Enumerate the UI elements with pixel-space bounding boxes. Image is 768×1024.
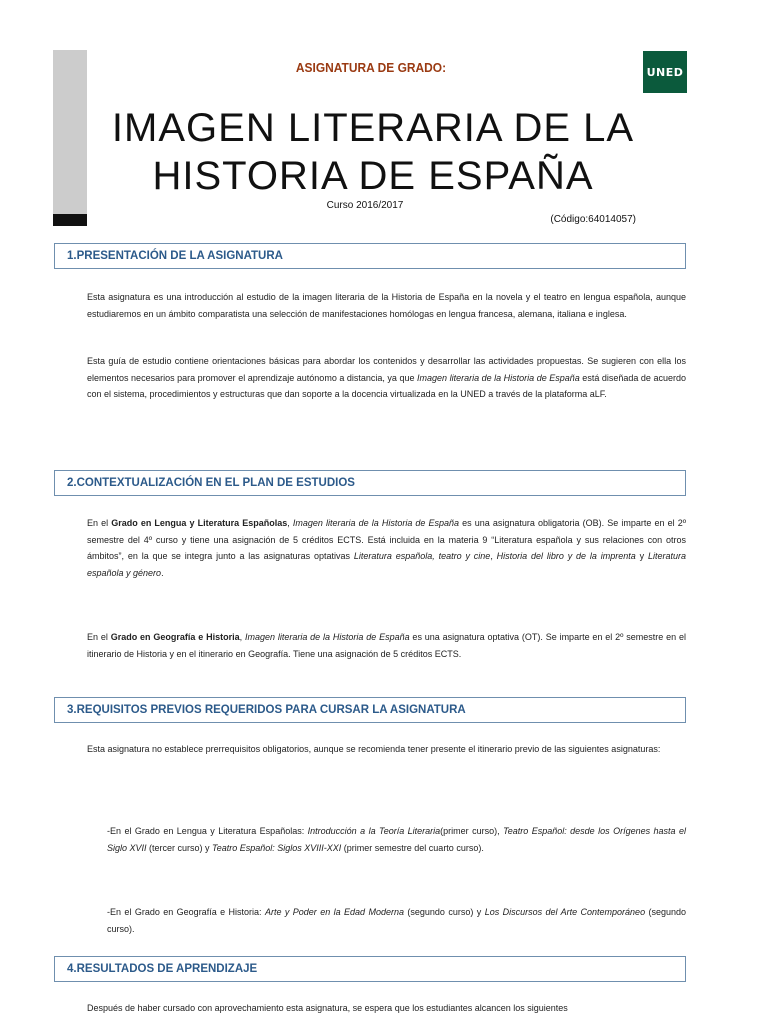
text-run: y xyxy=(635,551,648,561)
italic-title: Teatro Español: desde los Orígenes hasta el Siglo XVII xyxy=(107,826,686,853)
subject-label: ASIGNATURA DE GRADO: xyxy=(295,60,447,75)
text-run: está diseñada de acuerdo con el sistema, procedimientos y estructuras que dan soporte a la docencia virtualizada en la UNED a través de la plataforma aLF. xyxy=(87,372,686,399)
paragraph: Después de haber cursado con aprovechamiento esta asignatura, se espera que los estudiantes alcancen los siguientes xyxy=(87,1003,568,1013)
italic-title: Literatura española y género xyxy=(87,551,686,578)
section-title: 4.RESULTADOS DE APRENDIZAJE xyxy=(67,963,258,975)
bold-term: Grado en Geografía e Historia xyxy=(110,632,240,642)
italic-title: Literatura española, teatro y cine xyxy=(353,551,491,561)
title-line-2: HISTORIA DE ESPAÑA xyxy=(152,154,594,198)
text-run: , xyxy=(239,632,245,642)
italic-title: Historia del libro y de la imprenta xyxy=(496,551,636,561)
italic-title: Imagen literaria de la Historia de España xyxy=(292,518,460,528)
paragraph xyxy=(107,823,686,856)
paragraph xyxy=(87,353,686,403)
paragraph xyxy=(87,515,686,581)
text-run: (tercer curso) y xyxy=(146,842,213,853)
uned-logo xyxy=(643,51,687,93)
decorative-gray-bar xyxy=(53,50,87,214)
text-run: (primer curso), xyxy=(440,826,504,836)
italic-title: Arte y Poder en la Edad Moderna xyxy=(264,907,404,917)
italic-title: Imagen literaria de la Historia de España xyxy=(244,632,410,642)
bold-term: Grado en Lengua y Literatura Españolas xyxy=(111,518,288,528)
italic-title: Imagen literaria de la Historia de España xyxy=(417,372,580,383)
text-run: (segundo curso) y xyxy=(404,907,485,917)
italic-title: Teatro Español: Siglos XVIII-XXI xyxy=(212,842,342,853)
text-run: , xyxy=(490,551,497,561)
text-run: . xyxy=(161,567,164,578)
italic-title: Los Discursos del Arte Contemporáneo xyxy=(484,907,646,917)
course-year: Curso 2016/2017 xyxy=(326,200,404,211)
section-title: 2.CONTEXTUALIZACIÓN EN EL PLAN DE ESTUDIOS xyxy=(67,477,355,489)
decorative-black-bar xyxy=(53,214,87,226)
text-run: -En el Grado en Geografía e Historia: xyxy=(107,907,265,917)
text-run: , xyxy=(287,518,293,528)
text-run: -En el Grado en Lengua y Literatura Españolas: xyxy=(107,826,308,836)
page-title xyxy=(88,104,658,200)
title-line-1: IMAGEN LITERARIA DE LA xyxy=(111,106,635,150)
section-title: 1.PRESENTACIÓN DE LA ASIGNATURA xyxy=(67,250,283,262)
paragraph: Esta asignatura no establece prerrequisitos obligatorios, aunque se recomienda tener presente el itinerario previo de las siguientes asignaturas: xyxy=(87,744,661,754)
paragraph: Esta asignatura es una introducción al estudio de la imagen literaria de la Historia de España en la novela y el teatro en lengua española, aunque estudiaremos en un ámbito comparatista una selección de manifestaciones homólogas en lengua francesa, alemana, italiana e inglesa. xyxy=(87,292,686,319)
section-header-presentacion xyxy=(54,243,686,269)
text-run: En el xyxy=(87,518,112,528)
text-run: es una asignatura optativa (OT). Se imparte en el 2º semestre en el itinerario de Historia y en el itinerario en Geografía. Tiene una asignación de 5 créditos ECTS. xyxy=(87,632,686,659)
text-run: (segundo curso). xyxy=(107,907,687,934)
italic-title: Introducción a la Teoría Literaria xyxy=(307,826,441,836)
section-header-contextualizacion xyxy=(54,470,686,496)
text-run: (primer semestre del cuarto curso). xyxy=(341,842,484,853)
subject-code: (Código:64014057) xyxy=(550,214,636,225)
section-header-resultados xyxy=(54,956,686,982)
paragraph xyxy=(87,629,686,662)
section-title: 3.REQUISITOS PREVIOS REQUERIDOS PARA CURSAR LA ASIGNATURA xyxy=(67,704,466,716)
section-header-requisitos xyxy=(54,697,686,723)
text-run: En el xyxy=(87,632,111,642)
logo-text: UNED xyxy=(646,65,684,79)
text-run: es una asignatura obligatoria (OB). Se imparte en el 2º semestre del 4º curso y tiene una asignación de 5 créditos ECTS. Está incluida en la materia 9 “Literatura española y sus relaciones con otros ámbitos”, en la que se integra junto a las asignaturas optativas xyxy=(87,518,686,561)
paragraph xyxy=(107,904,686,937)
text-run: Esta guía de estudio contiene orientaciones básicas para abordar los contenidos y desarrollar las actividades propuestas. Se sugieren con ella los elementos necesarios para promover el aprendizaje autónomo a distancia, ya que xyxy=(87,356,686,383)
